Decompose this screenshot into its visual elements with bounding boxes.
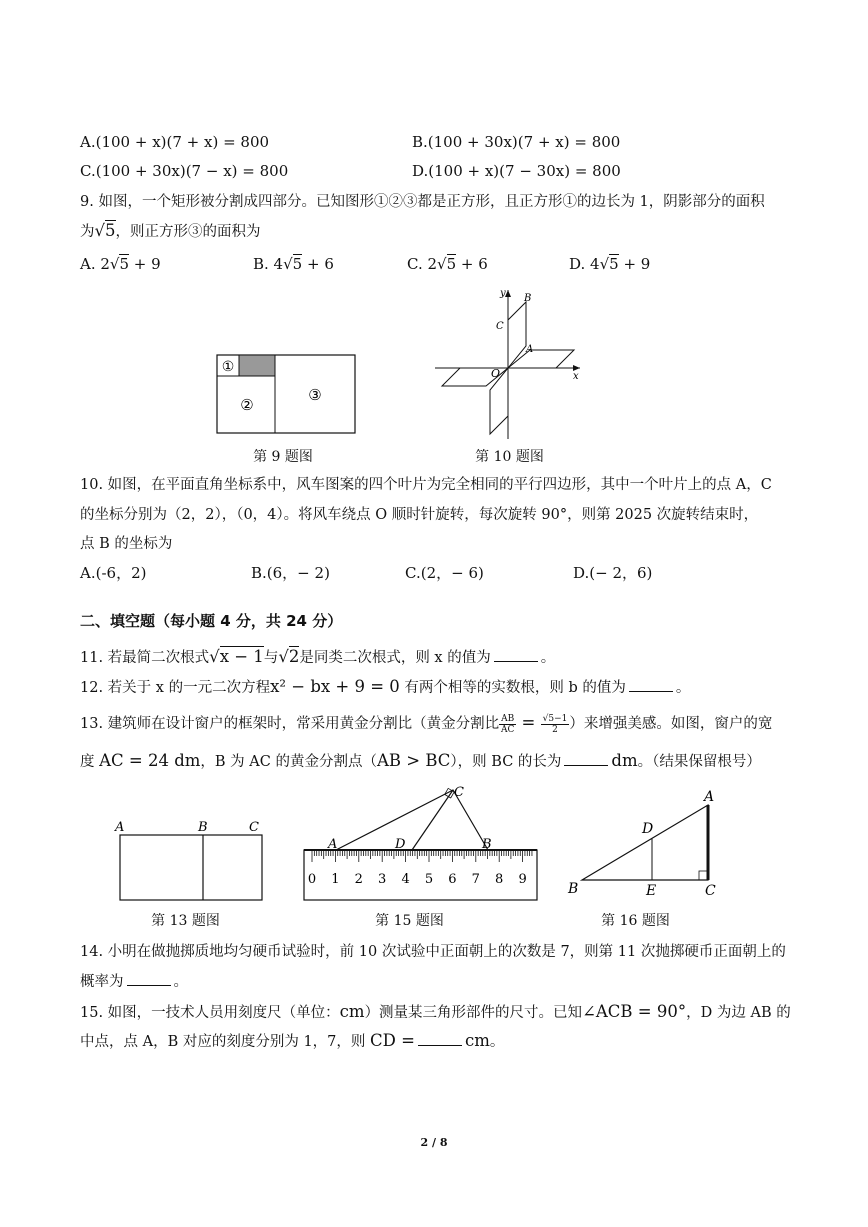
section-2-heading: 二、填空题（每小题 4 分，共 24 分） — [80, 612, 343, 630]
q14-line-2: 概率为 。 — [80, 971, 188, 992]
fig16-label-d: D — [642, 821, 654, 837]
fig16-label-a: A — [704, 789, 715, 805]
fig10-blade-right — [508, 350, 574, 368]
fig9-outer-rectangle — [217, 355, 355, 433]
fig15-ruler-number: 0 — [307, 872, 317, 887]
fig16-triangle-abc — [582, 805, 708, 880]
q10-option-c: C.(2，− 6) — [405, 564, 484, 582]
fig9-label-three: ③ — [308, 386, 322, 404]
figure-16-caption: 第 16 题图 — [601, 913, 670, 929]
figure-10-caption: 第 10 题图 — [475, 449, 544, 465]
fig10-label-b: B — [524, 293, 532, 304]
q9-line-1: 9. 如图，一个矩形被分割成四部分。已知图形①②③都是正方形，且正方形①的边长为 1，阴影部分的面积 — [80, 194, 765, 210]
q9-line-2-pre: 为 — [80, 224, 95, 240]
fig10-label-o: O — [491, 367, 501, 380]
fig15-ruler-number: 3 — [378, 872, 387, 887]
sqrt-sign: √ — [94, 221, 106, 240]
figure-13 — [110, 815, 270, 905]
fig15-ruler-number: 7 — [471, 872, 480, 887]
fig15-ruler-number: 5 — [424, 872, 434, 887]
fig15-ruler-number: 8 — [495, 872, 504, 887]
q13-line-1: 13. 建筑师在设计窗户的框架时，常采用黄金分割比（黄金分割比 $\frac{AB}{AC}$ = $\frac{√5-1}{2}$ ）来增强美感。如图，窗户的宽 — [80, 713, 773, 735]
q10-line-2: 的坐标分别为（2，2），（0，4）。将风车绕点 O 顺时针旋转，每次旋转 90°，则第 2025 次旋转结束时， — [80, 507, 759, 523]
fig9-label-two: ② — [240, 396, 254, 414]
fig10-y-arrow — [505, 290, 511, 297]
q10-line-3: 点 B 的坐标为 — [80, 536, 173, 552]
fig15-label-a: A — [328, 837, 338, 852]
q9-line-2 — [80, 221, 261, 242]
fig15-ruler-number: 2 — [354, 872, 363, 887]
figure-16 — [560, 785, 735, 900]
q13-line-2: 度 AC = 24 dm，B 为 AC 的黄金分割点（AB > BC），则 BC 的长为 dm。（结果保留根号） — [80, 751, 761, 770]
q8-option-a: A.(100 + x)(7 + x) = 800 — [80, 133, 270, 151]
q13-answer-blank — [564, 751, 608, 766]
fig13-label-c: C — [249, 820, 259, 835]
fig16-label-b: B — [568, 881, 579, 897]
fig10-label-x: x — [573, 371, 579, 382]
q8-option-c: C.(100 + 30x)(7 − x) = 800 — [80, 162, 289, 180]
fig15-ruler-number: 1 — [331, 872, 340, 887]
fig10-label-y: y — [500, 288, 506, 299]
fig9-label-one: ① — [221, 359, 235, 375]
q9-line-2-post: ，则正方形③的面积为 — [115, 224, 261, 240]
fig9-shaded-region — [239, 355, 275, 376]
q8-option-d: D.(100 + x)(7 − 30x) = 800 — [412, 162, 621, 180]
page-number: 2 / 8 — [420, 1136, 448, 1149]
q9-option-a: A. 2√5 + 9 — [80, 255, 161, 273]
figure-9-caption: 第 9 题图 — [253, 449, 313, 465]
fig15-label-b: B — [482, 837, 492, 852]
fig16-label-e: E — [646, 883, 657, 899]
fig13-label-a: A — [115, 820, 125, 835]
fig13-window-frame — [120, 835, 262, 900]
fig15-triangle — [336, 790, 488, 850]
q14-answer-blank — [127, 971, 171, 986]
q11-line: 11. 若最简二次根式√x − 1与√2是同类二次根式，则 x 的值为 。 — [80, 647, 556, 666]
fig10-blade-top — [508, 302, 526, 368]
figure-9 — [210, 350, 360, 440]
figure-13-caption: 第 13 题图 — [151, 913, 220, 929]
q9-option-b: B. 4√5 + 6 — [253, 255, 334, 273]
q8-option-b: B.(100 + 30x)(7 + x) = 800 — [412, 133, 621, 151]
q9-radicand: 5 — [105, 221, 116, 240]
figure-15-caption: 第 15 题图 — [375, 913, 444, 929]
q15-line-1: 15. 如图，一技术人员用刻度尺（单位：cm）测量某三角形部件的尺寸。已知∠ACB = 90°，D 为边 AB 的 — [80, 1002, 791, 1021]
q15-line-2: 中点，点 A，B 对应的刻度分别为 1，7，则 CD = cm。 — [80, 1031, 505, 1050]
fig15-median-cd — [412, 790, 453, 850]
q12-answer-blank — [629, 677, 673, 692]
q14-line-1: 14. 小明在做抛掷质地均匀硬币试验时，前 10 次试验中正面朝上的次数是 7，则第 11 次抛掷硬币正面朝上的 — [80, 944, 786, 960]
q10-option-d: D.(− 2，6) — [573, 564, 653, 582]
fig10-label-a: A — [526, 344, 534, 355]
fig15-ruler-number: 9 — [518, 872, 527, 887]
fig15-ruler-number: 6 — [448, 872, 457, 887]
figure-10 — [430, 282, 590, 442]
q12-line: 12. 若关于 x 的一元二次方程x² − bx + 9 = 0 有两个相等的实数根，则 b 的值为 。 — [80, 677, 691, 696]
fig13-label-b: B — [198, 820, 208, 835]
fig15-label-d: D — [395, 837, 406, 852]
q11-answer-blank — [494, 647, 538, 662]
fig15-ruler-number: 4 — [401, 872, 410, 887]
q10-option-a: A.(-6，2) — [80, 564, 147, 582]
q10-line-1: 10. 如图，在平面直角坐标系中，风车图案的四个叶片为完全相同的平行四边形，其中一个叶片上的点 A，C — [80, 477, 772, 493]
q10-option-b: B.(6，− 2) — [251, 564, 330, 582]
figure-15 — [298, 782, 543, 904]
fig16-label-c: C — [705, 883, 716, 899]
fig10-label-c: C — [496, 321, 504, 332]
fig15-ruler-ticks — [308, 850, 532, 887]
fig15-label-c: C — [454, 785, 464, 800]
q9-option-c: C. 2√5 + 6 — [407, 255, 488, 273]
q15-answer-blank — [418, 1031, 462, 1046]
q9-option-d: D. 4√5 + 9 — [569, 255, 651, 273]
